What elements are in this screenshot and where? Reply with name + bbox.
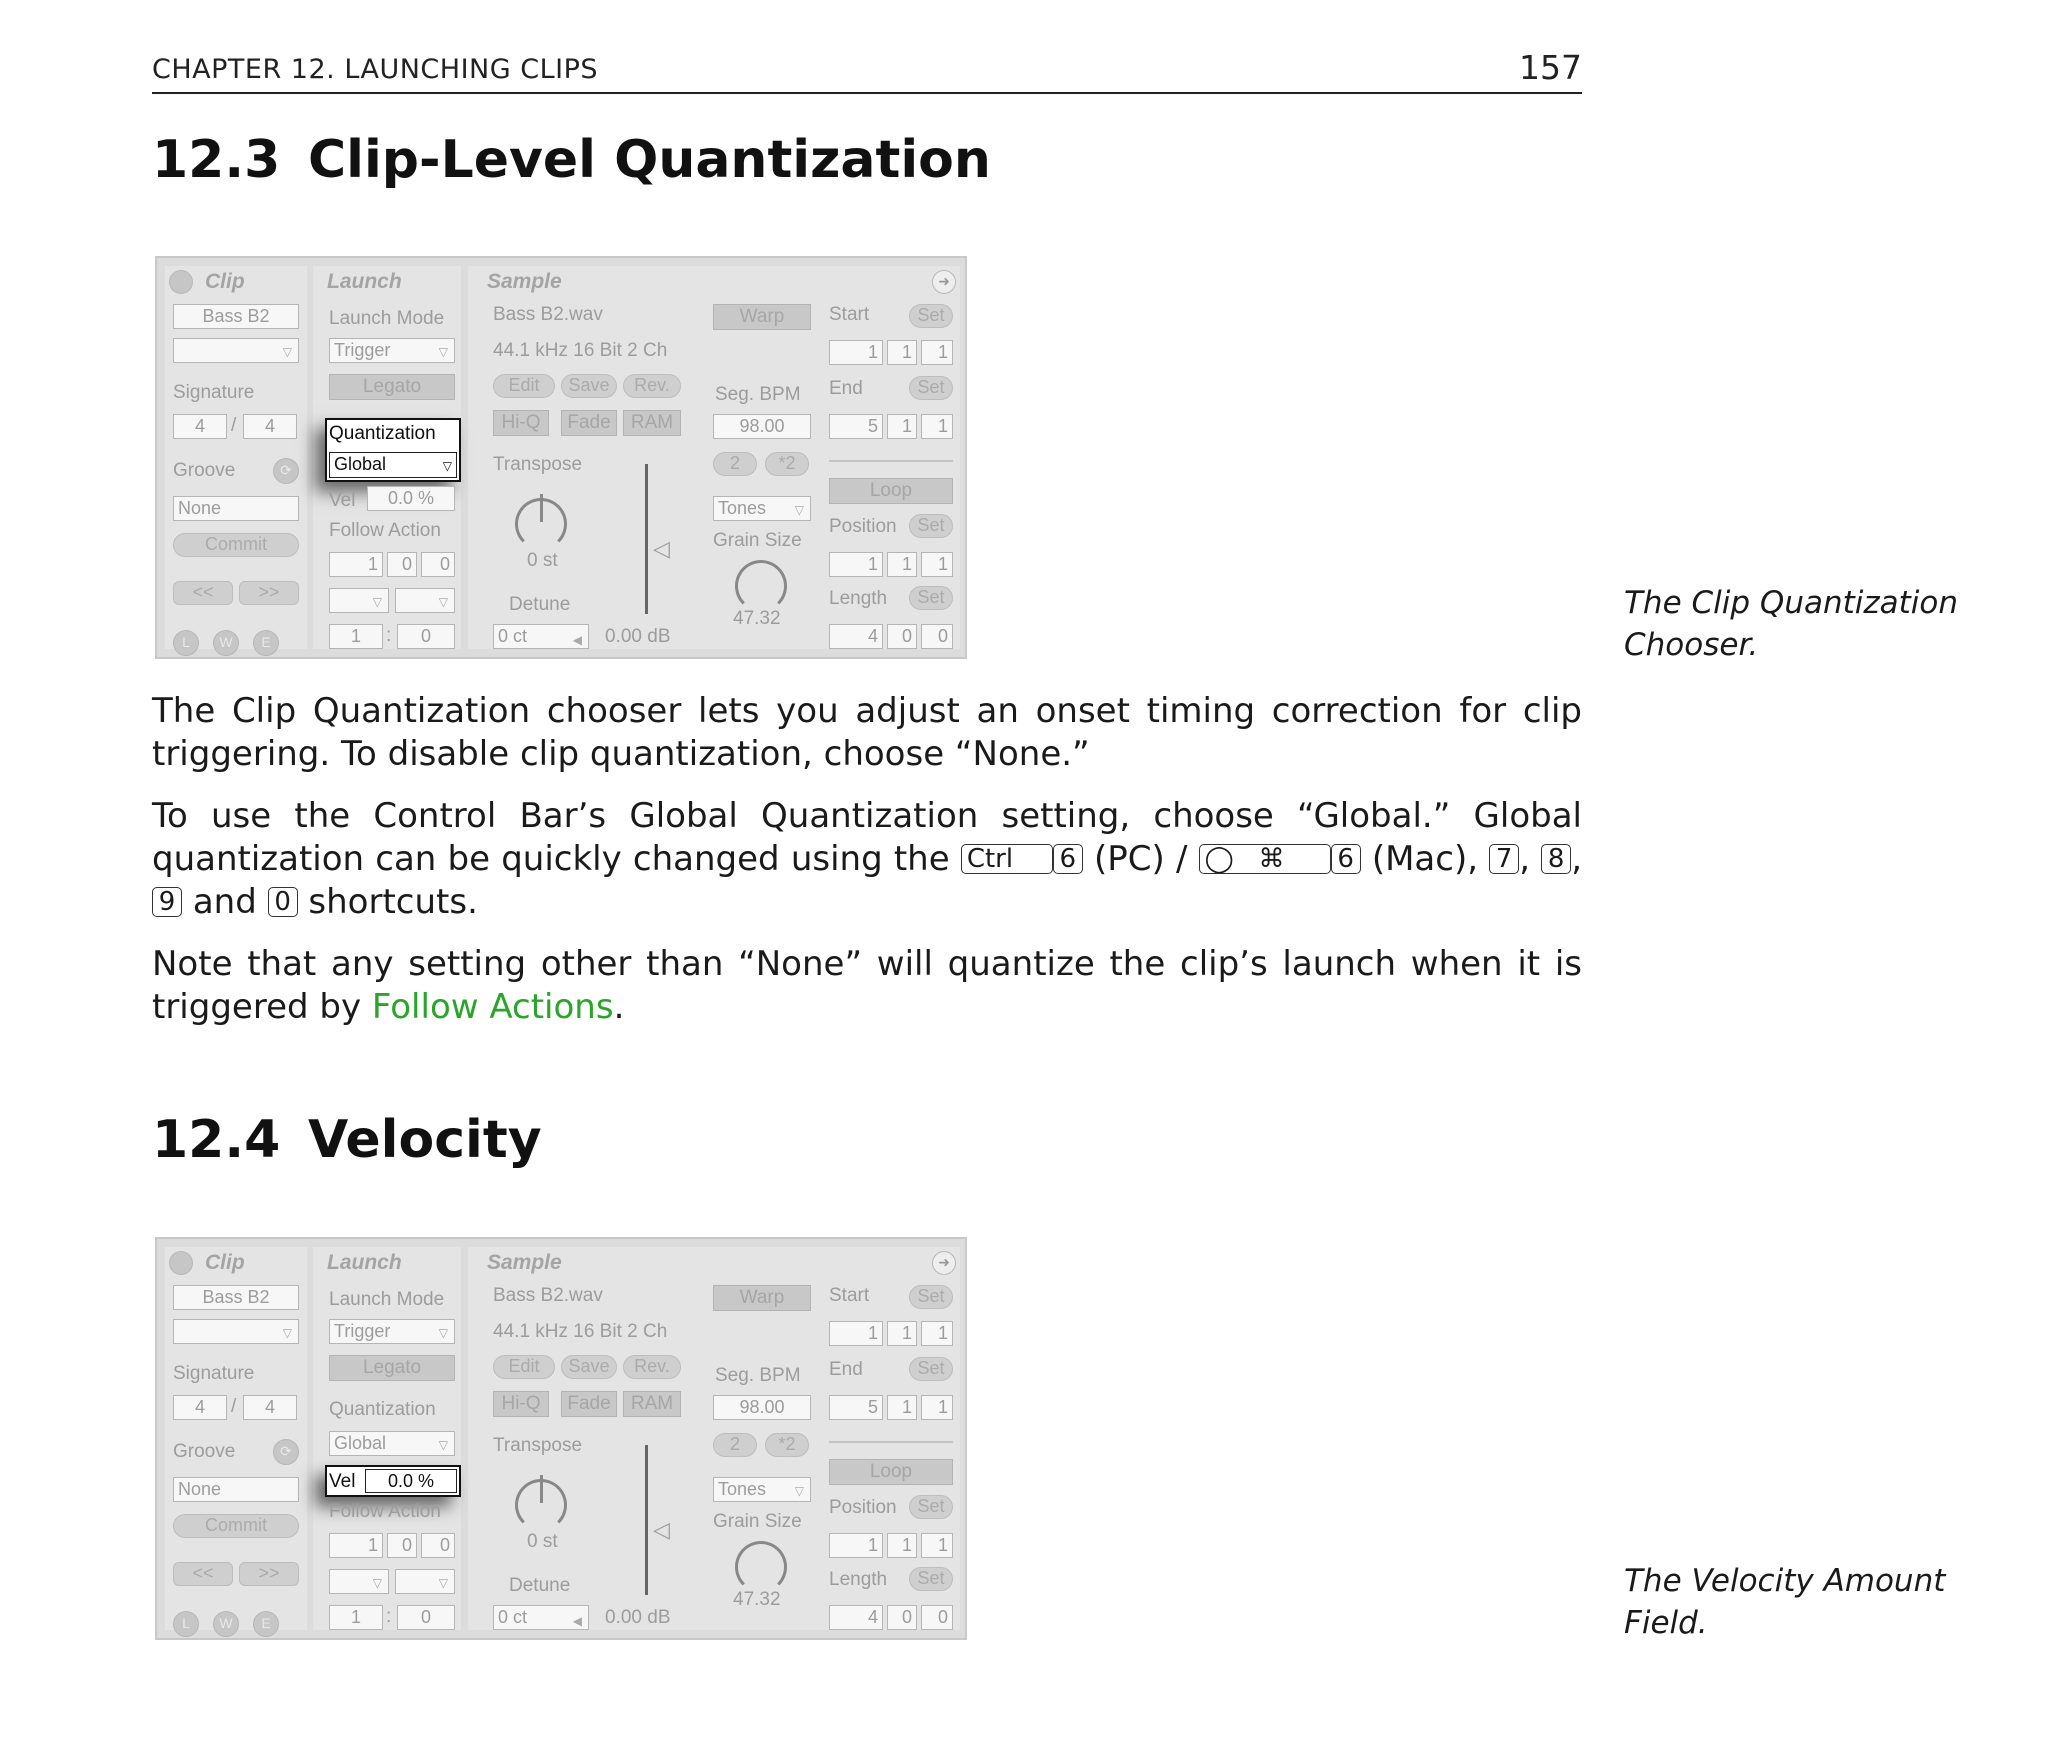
key-6: 6 [1331,844,1361,874]
chevron-down-icon: ▽ [438,345,448,359]
grain-size-knob[interactable] [735,560,787,612]
triangle-left-icon: ◀ [572,1614,582,1628]
next-clip-button[interactable]: >> [239,1562,299,1586]
clip-gain-slider[interactable] [645,1445,648,1595]
key-8: 8 [1541,844,1571,874]
start-beats-field[interactable]: 1 [887,1321,917,1346]
loop-button[interactable]: Loop [829,1459,953,1485]
grain-size-label: Grain Size [713,1511,802,1532]
envelope-box-toggle-icon[interactable]: E [253,1611,279,1637]
clip-gain-slider[interactable] [645,464,648,614]
follow-chance-colon: : [386,625,392,646]
signature-slash: / [231,415,237,436]
fade-button[interactable]: Fade [561,410,617,436]
launch-mode-label: Launch Mode [329,1289,445,1310]
paragraph-quantization-intro: The Clip Quantization chooser lets you adjust an onset timing correction for clip triggering. To disable clip quantization, choose “None.” [152,691,1582,774]
end-sixteenths-field[interactable]: 1 [921,1395,953,1420]
launch-section-title: Launch [327,270,402,293]
gain-value: 0.00 dB [605,1607,671,1628]
section-heading-12-3 [152,130,991,190]
half-tempo-button[interactable]: 2 [713,452,757,476]
chevron-down-icon: ▽ [794,1484,804,1498]
warp-mode-chooser[interactable] [713,1477,811,1502]
chevron-down-icon: ▽ [438,1438,448,1452]
length-beats-field[interactable]: 0 [887,624,917,649]
sample-file-name: Bass B2.wav [493,1285,603,1306]
transpose-value: 0 st [527,550,558,571]
warp-button[interactable]: Warp [713,304,811,330]
position-sixteenths-field[interactable]: 1 [921,552,953,577]
paragraph-text: . [613,987,625,1027]
chevron-down-icon: ▽ [438,1326,448,1340]
start-label: Start [829,1285,870,1306]
start-set-button[interactable]: Set [909,304,953,328]
end-label: End [829,378,863,399]
key-command [1199,844,1331,874]
groove-label: Groove [173,460,236,481]
velocity-field[interactable]: 0.0 % [367,486,455,511]
follow-chance-a[interactable]: 1 [329,624,383,649]
section-heading-12-4 [152,1110,542,1170]
chevron-down-icon: ▽ [282,1326,292,1340]
follow-actions-link[interactable]: Follow Actions [371,987,614,1027]
key-7: 7 [1489,844,1519,874]
seg-bpm-label: Seg. BPM [715,1365,801,1386]
position-bars-field[interactable]: 1 [829,552,883,577]
sample-box-toggle-icon[interactable]: W [213,1611,239,1637]
follow-action-label: Follow Action [329,1501,441,1522]
start-sixteenths-field[interactable]: 1 [921,1321,953,1346]
detune-field[interactable] [493,624,589,649]
paragraph-follow-actions [152,943,1582,1029]
transpose-label: Transpose [493,1435,583,1456]
signature-denominator[interactable]: 4 [243,414,297,439]
arrow-right-icon[interactable]: ➜ [932,1251,956,1275]
quantization-value: Global [334,454,387,474]
triangle-left-icon: ◀ [572,633,582,647]
transpose-knob-needle [540,494,543,522]
transpose-value: 0 st [527,1531,558,1552]
gain-slider-handle-icon[interactable]: ◁ [653,1517,670,1542]
reverse-button[interactable]: Rev. [623,374,681,398]
chevron-down-icon: ▽ [438,1576,448,1590]
double-tempo-button[interactable]: *2 [765,1433,809,1457]
position-bars-field[interactable]: 1 [829,1533,883,1558]
legato-button[interactable]: Legato [329,374,455,400]
groove-hotswap-icon[interactable]: ⟳ [273,1439,299,1465]
detune-value: 0 ct [498,626,528,646]
position-label: Position [829,516,897,537]
warp-button[interactable]: Warp [713,1285,811,1311]
end-bars-field[interactable]: 5 [829,1395,883,1420]
signature-numerator[interactable]: 4 [173,1395,227,1420]
running-header [152,48,1582,94]
apple-icon: ◯ [1204,844,1234,874]
next-clip-button[interactable]: >> [239,581,299,605]
launch-mode-chooser[interactable] [329,1319,455,1344]
length-sixteenths-field[interactable]: 0 [921,1605,953,1630]
save-button[interactable]: Save [561,1355,617,1379]
velocity-label: Vel [329,1471,356,1492]
clip-view-screenshot-quantization [155,256,967,659]
key-9: 9 [152,887,182,917]
position-beats-field[interactable]: 1 [887,1533,917,1558]
launch-mode-value: Trigger [334,340,391,360]
length-label: Length [829,588,888,609]
ram-button[interactable]: RAM [623,1391,681,1417]
section-title: Clip-Level Quantization [308,130,991,190]
sample-format: 44.1 kHz 16 Bit 2 Ch [493,1321,668,1342]
sample-section-title: Sample [487,1251,562,1274]
length-bars-field[interactable]: 4 [829,1605,883,1630]
warp-mode-value: Tones [718,498,767,518]
chevron-down-icon: ▽ [372,1576,382,1590]
grain-size-label: Grain Size [713,530,802,551]
sample-format: 44.1 kHz 16 Bit 2 Ch [493,340,668,361]
sample-file-name: Bass B2.wav [493,304,603,325]
velocity-label: Vel [329,490,356,511]
grain-size-knob[interactable] [735,1541,787,1593]
paragraph-text: shortcuts. [308,882,478,922]
divider [829,460,953,462]
follow-action-time-sixteenths[interactable]: 0 [421,1533,455,1558]
commit-button[interactable]: Commit [173,1514,299,1538]
launch-section-title: Launch [327,1251,402,1274]
follow-action-label: Follow Action [329,520,441,541]
follow-action-b-chooser[interactable] [395,588,455,613]
commit-button[interactable]: Commit [173,533,299,557]
section-number: 12.4 [152,1110,281,1170]
clip-name-field[interactable]: Bass B2 [173,304,299,329]
key-6: 6 [1053,844,1083,874]
clip-name-field[interactable]: Bass B2 [173,1285,299,1310]
follow-chance-b[interactable]: 0 [397,1605,455,1630]
edit-button[interactable]: Edit [493,374,555,398]
signature-numerator[interactable]: 4 [173,414,227,439]
groove-chooser[interactable]: None [173,496,299,521]
signature-denominator[interactable]: 4 [243,1395,297,1420]
launch-mode-value: Trigger [334,1321,391,1341]
start-sixteenths-field[interactable]: 1 [921,340,953,365]
fade-button[interactable]: Fade [561,1391,617,1417]
seg-bpm-label: Seg. BPM [715,384,801,405]
legato-button[interactable]: Legato [329,1355,455,1381]
quantization-value: Global [334,1433,387,1453]
double-tempo-button[interactable]: *2 [765,452,809,476]
position-beats-field[interactable]: 1 [887,552,917,577]
key-ctrl: Ctrl [961,844,1053,874]
prev-clip-button[interactable]: << [173,1562,233,1586]
save-button[interactable]: Save [561,374,617,398]
follow-chance-a[interactable]: 1 [329,1605,383,1630]
launch-box-toggle-icon[interactable]: L [173,1611,199,1637]
follow-action-time-beats[interactable]: 0 [387,552,417,577]
gain-value: 0.00 dB [605,626,671,647]
divider [829,1441,953,1443]
detune-field[interactable] [493,1605,589,1630]
length-beats-field[interactable]: 0 [887,1605,917,1630]
follow-action-a-chooser[interactable] [329,588,389,613]
figure-caption-velocity: The Velocity Amount Field. [1624,1563,1946,1641]
key-0: 0 [268,887,298,917]
paragraph-text: (PC) / [1094,839,1188,879]
end-set-button[interactable]: Set [909,1357,953,1381]
chevron-down-icon: ▽ [794,503,804,517]
prev-clip-button[interactable]: << [173,581,233,605]
half-tempo-button[interactable]: 2 [713,1433,757,1457]
paragraph-text: and [192,882,257,922]
quantization-label: Quantization [329,423,436,444]
paragraph-global-quantization: To use the Control Bar’s Global Quantization setting, choose “Global.” Global quantization can be quickly changed using the Ctrl 6 (PC) / ◯ ⌘ 6 (Mac), 7 , 8 , 9 and 0 shortcuts. [152,796,1583,922]
length-set-button[interactable]: Set [909,1567,953,1591]
ram-button[interactable]: RAM [623,410,681,436]
signature-label: Signature [173,1363,255,1384]
groove-chooser[interactable]: None [173,1477,299,1502]
paragraph-text: Note that any setting other than “None” will quantize the clip’s launch when it is triggered by [152,944,1582,1027]
grain-size-value: 47.32 [733,608,781,629]
paragraph-text: (Mac), [1371,839,1479,879]
clip-color-dropdown[interactable] [173,1319,299,1344]
page-number: 157 [1519,48,1582,87]
detune-value: 0 ct [498,1607,528,1627]
signature-label: Signature [173,382,255,403]
clip-section-title: Clip [205,1251,245,1274]
section-title: Velocity [308,1110,542,1170]
position-set-button[interactable]: Set [909,1495,953,1519]
follow-action-time-bars[interactable]: 1 [329,552,383,577]
hi-q-button[interactable]: Hi-Q [493,410,549,436]
warp-mode-value: Tones [718,1479,767,1499]
quantization-chooser[interactable] [329,1431,455,1456]
position-set-button[interactable]: Set [909,514,953,538]
chevron-down-icon: ▽ [442,459,452,473]
quantization-chooser[interactable] [329,452,457,478]
length-sixteenths-field[interactable]: 0 [921,624,953,649]
gain-slider-handle-icon[interactable]: ◁ [653,536,670,561]
arrow-right-icon[interactable]: ➜ [932,270,956,294]
start-bars-field[interactable]: 1 [829,1321,883,1346]
seg-bpm-field[interactable]: 98.00 [713,1395,811,1420]
position-sixteenths-field[interactable]: 1 [921,1533,953,1558]
command-symbol: ⌘ [1258,844,1285,874]
groove-hotswap-icon[interactable]: ⟳ [273,458,299,484]
start-beats-field[interactable]: 1 [887,340,917,365]
clip-color-dropdown[interactable] [173,338,299,363]
start-bars-field[interactable]: 1 [829,340,883,365]
reverse-button[interactable]: Rev. [623,1355,681,1379]
chevron-down-icon: ▽ [372,595,382,609]
quantization-label: Quantization [329,1399,436,1420]
clip-section-title: Clip [205,270,245,293]
end-beats-field[interactable]: 1 [887,1395,917,1420]
follow-chance-b[interactable]: 0 [397,624,455,649]
hi-q-button[interactable]: Hi-Q [493,1391,549,1417]
end-sixteenths-field[interactable]: 1 [921,414,953,439]
follow-action-time-beats[interactable]: 0 [387,1533,417,1558]
loop-button[interactable]: Loop [829,478,953,504]
end-label: End [829,1359,863,1380]
seg-bpm-field[interactable]: 98.00 [713,414,811,439]
sample-section-title: Sample [487,270,562,293]
launch-mode-label: Launch Mode [329,308,445,329]
chapter-title: CHAPTER 12. LAUNCHING CLIPS [152,54,599,85]
clip-activator-icon[interactable] [169,270,193,294]
length-label: Length [829,1569,888,1590]
start-label: Start [829,304,870,325]
follow-action-b-chooser[interactable] [395,1569,455,1594]
launch-box-toggle-icon[interactable]: L [173,630,199,656]
sample-box-toggle-icon[interactable]: W [213,630,239,656]
length-set-button[interactable]: Set [909,586,953,610]
length-bars-field[interactable]: 4 [829,624,883,649]
position-label: Position [829,1497,897,1518]
transpose-knob-needle [540,1475,543,1503]
edit-button[interactable]: Edit [493,1355,555,1379]
velocity-field[interactable]: 0.0 % [365,1469,457,1493]
clip-view-screenshot-velocity [155,1237,967,1640]
start-set-button[interactable]: Set [909,1285,953,1309]
figure-caption-quantization: The Clip Quantization Chooser. [1624,585,1959,663]
follow-action-a-chooser[interactable] [329,1569,389,1594]
signature-slash: / [231,1396,237,1417]
warp-mode-chooser[interactable] [713,496,811,521]
paragraph-text: To use the Control Bar’s Global Quantization setting, choose “Global.” Global quantization can be quickly changed using the [152,796,1582,879]
launch-mode-chooser[interactable] [329,338,455,363]
grain-size-value: 47.32 [733,1589,781,1610]
follow-chance-colon: : [386,1606,392,1627]
clip-activator-icon[interactable] [169,1251,193,1275]
end-beats-field[interactable]: 1 [887,414,917,439]
transpose-label: Transpose [493,454,583,475]
chevron-down-icon: ▽ [282,345,292,359]
follow-action-time-bars[interactable]: 1 [329,1533,383,1558]
end-set-button[interactable]: Set [909,376,953,400]
velocity-highlight [325,1465,461,1497]
quantization-highlight [325,418,461,482]
groove-label: Groove [173,1441,236,1462]
end-bars-field[interactable]: 5 [829,414,883,439]
chevron-down-icon: ▽ [438,595,448,609]
detune-label: Detune [509,1575,571,1596]
section-number: 12.3 [152,130,281,190]
detune-label: Detune [509,594,571,615]
follow-action-time-sixteenths[interactable]: 0 [421,552,455,577]
envelope-box-toggle-icon[interactable]: E [253,630,279,656]
